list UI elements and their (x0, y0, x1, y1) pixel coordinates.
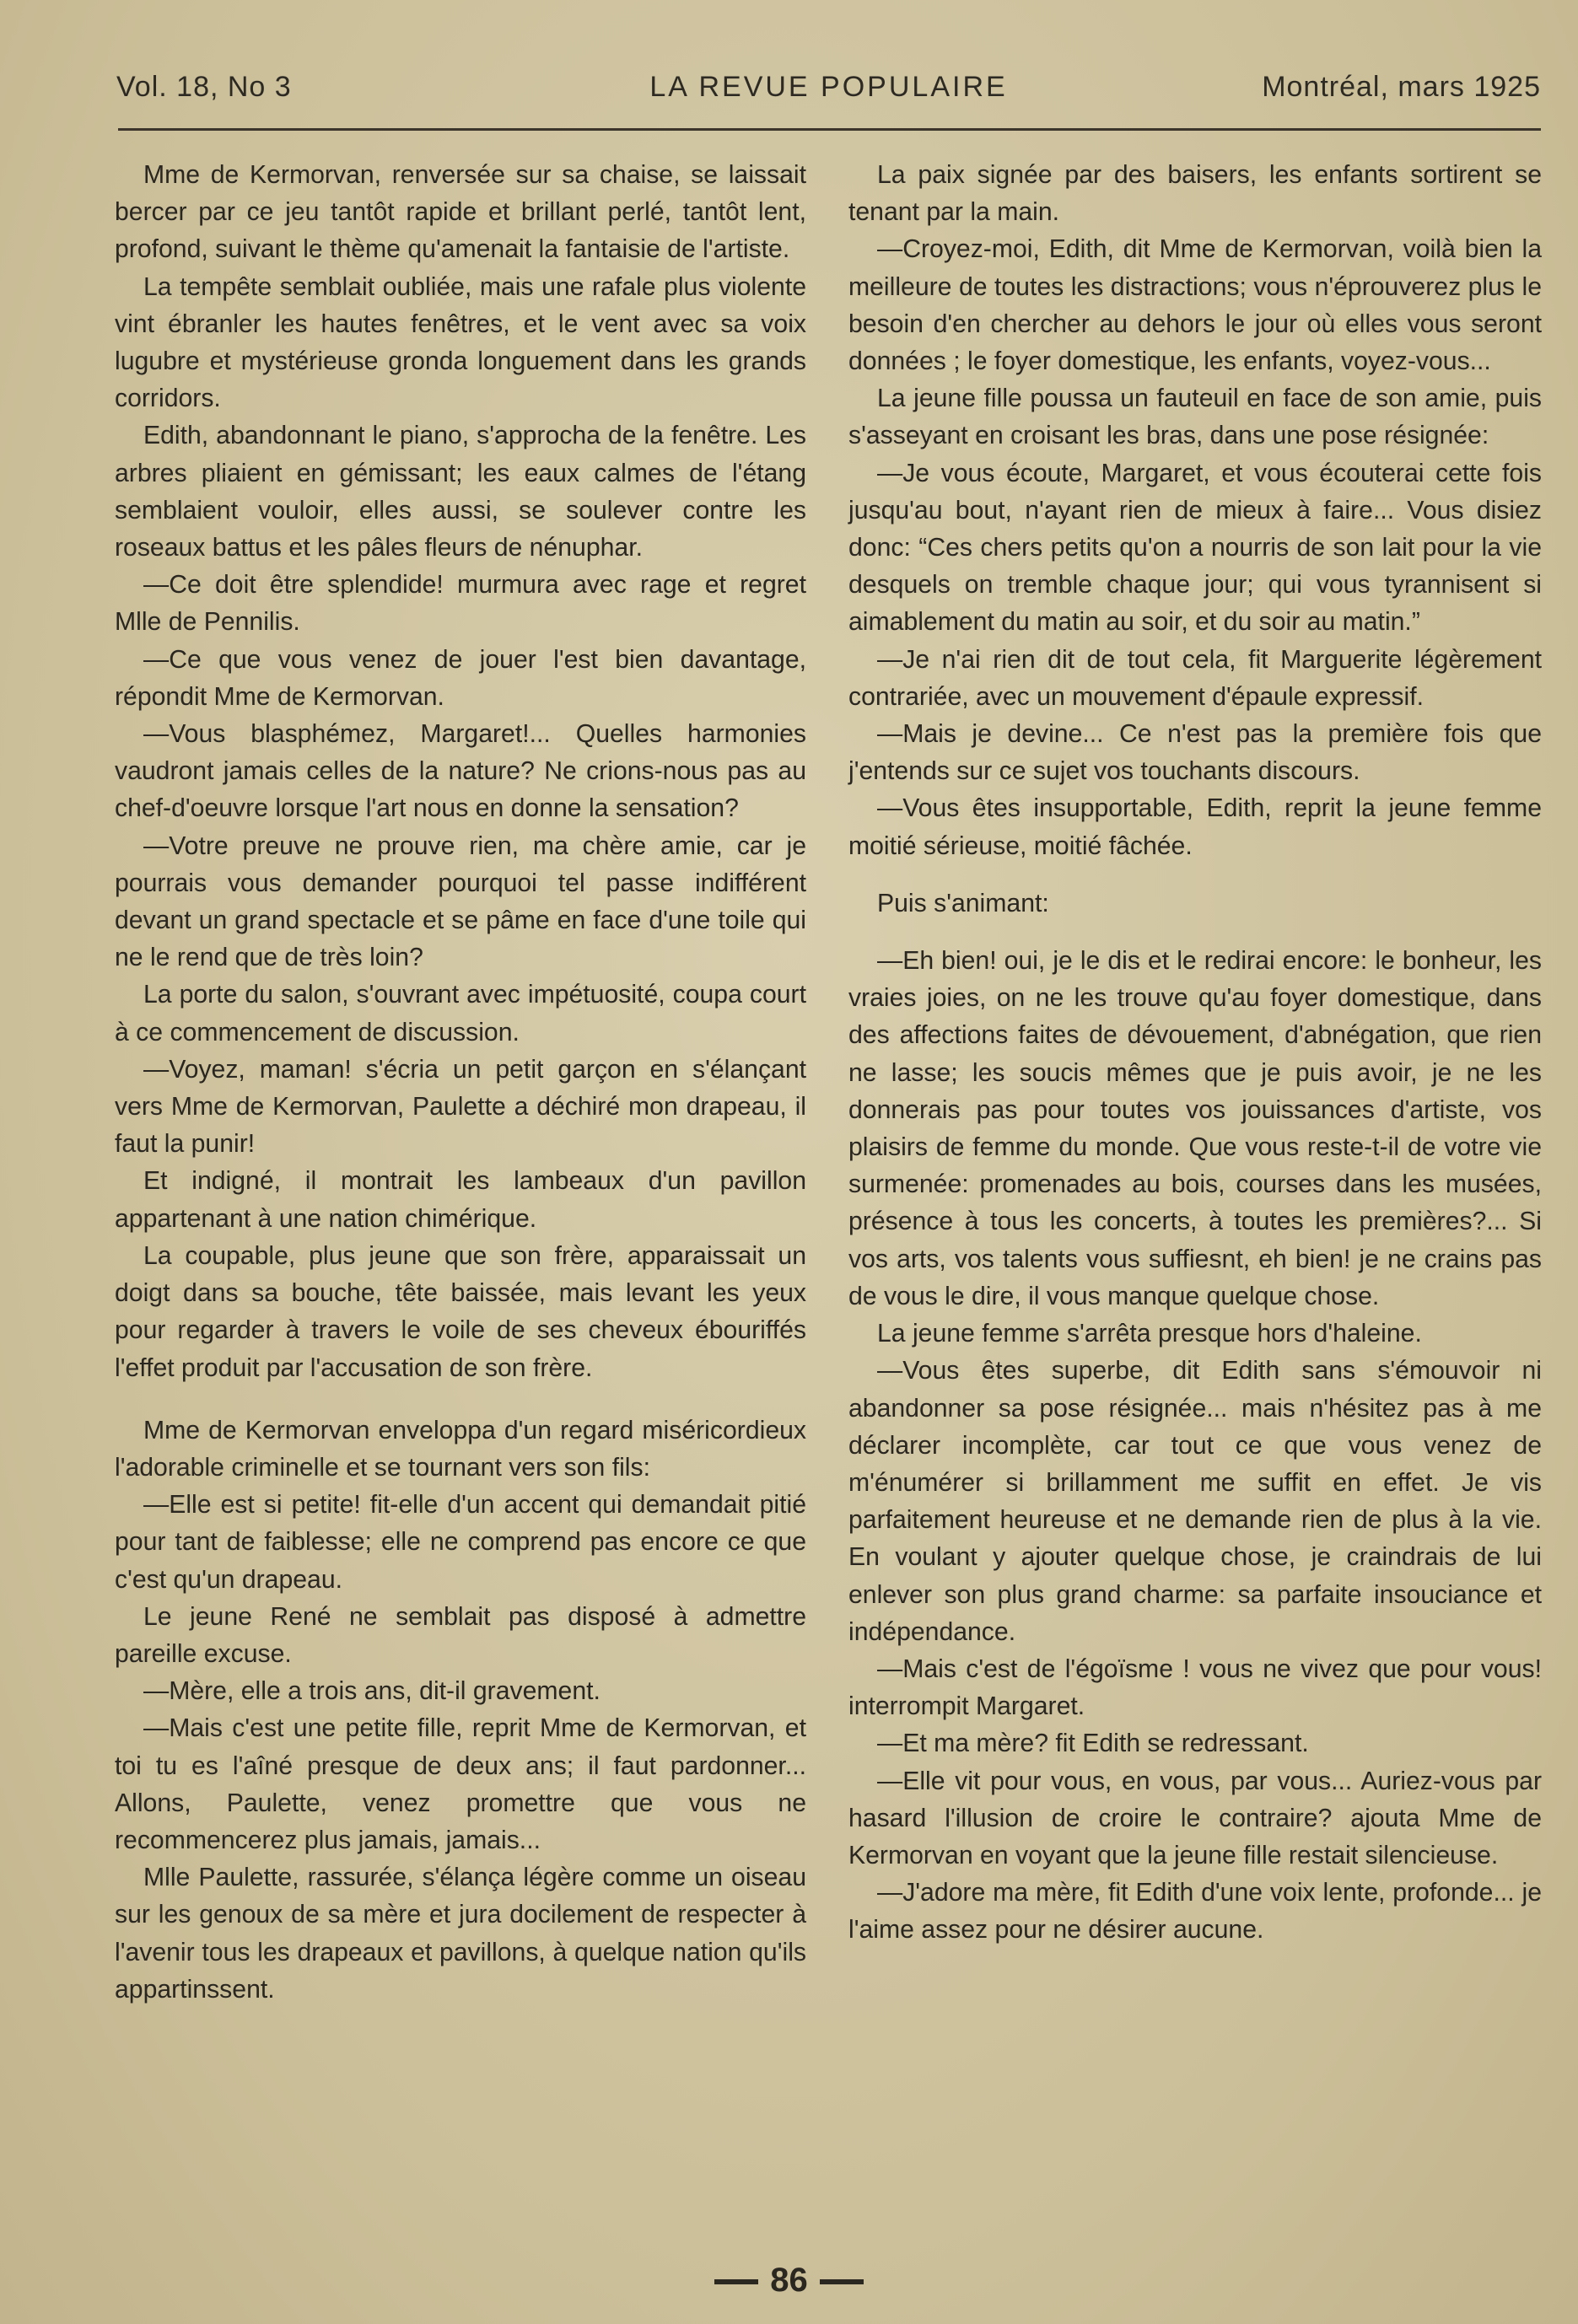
paragraph: —Et ma mère? fit Edith se redressant. (877, 1730, 1309, 1758)
paragraph: —Ce doit être splendide! murmura avec rage et regret Mlle de Pennilis. (115, 571, 806, 637)
right-column (848, 157, 1542, 1950)
header-rule (118, 128, 1541, 131)
paragraph: La jeune femme s'arrêta presque hors d'haleine. (877, 1320, 1422, 1348)
paragraph: Mlle Paulette, rassurée, s'élança légère comme un oiseau sur les genoux de sa mère et jura docilement de respecter à l'avenir tous les drapeaux et pavillons, à quelque nation qu'ils appartinssent. (115, 1864, 806, 2004)
paragraph: —Vous êtes superbe, dit Edith sans s'émouvoir ni abandonner sa pose résignée... mais n'hésitez pas à me déclarer incomplète, car tout ce que vous venez de m'énumérer si brillamment me suffit en effet. Je vis parfaitement heureuse et ne demande rien de plus à la vie. En voulant y ajouter quelque chose, je craindrais de lui enlever son plus grand charme: sa parfaite insouciance et indépendance. (848, 1357, 1542, 1646)
paragraph: —Mais je devine... Ce n'est pas la première fois que j'entends sur ce sujet vos touchants discours. (848, 720, 1542, 786)
paragraph: —Mère, elle a trois ans, dit-il gravement. (143, 1677, 601, 1706)
paragraph: La tempête semblait oubliée, mais une rafale plus violente vint ébranler les hautes fenêtres, et le vent avec sa voix lugubre et mystérieuse gronda longuement dans les grands corridors. (115, 272, 806, 413)
page-footer (0, 2262, 1578, 2300)
paragraph: Mme de Kermorvan enveloppa d'un regard miséricordieux l'adorable criminelle et se tournant vers son fils: (115, 1416, 806, 1482)
paragraph: —J'adore ma mère, fit Edith d'une voix lente, profonde... je l'aime assez pour ne désirer aucune. (848, 1879, 1542, 1945)
paragraph: —Vous blasphémez, Margaret!... Quelles harmonies vaudront jamais celles de la nature? Ne crions-nous pas au chef-d'oeuvre lorsque l'art nous en donne la sensation? (115, 720, 806, 823)
volume-number: Vol. 18, No 3 (116, 71, 292, 103)
publication-title: LA REVUE POPULAIRE (649, 71, 1008, 103)
paragraph: —Elle est si petite! fit-elle d'un accent qui demandait pitié pour tant de faiblesse; elle ne comprend pas encore ce que c'est qu'un drapeau. (115, 1491, 806, 1594)
issue-date: Montréal, mars 1925 (1262, 71, 1541, 103)
paragraph: —Ce que vous venez de jouer l'est bien davantage, répondit Mme de Kermorvan. (115, 645, 806, 711)
footer-dash-right (820, 2279, 864, 2284)
paragraph: La coupable, plus jeune que son frère, apparaissait un doigt dans sa bouche, tête baissée, mais levant les yeux pour regarder à travers le voile de ses cheveux ébouriffés l'effet produit par l'accusation de son frère. (115, 1241, 806, 1382)
paragraph: —Je vous écoute, Margaret, et vous écouterai cette fois jusqu'au bout, n'ayant rien de mieux à faire... Vous disiez donc: “Ces chers petits qu'on a nourris de son lait pour la vie desquels on tremble chaque jour; qui vous tyrannisent si aimablement du matin au soir, et du soir au matin.” (848, 459, 1542, 637)
paragraph: —Mais c'est une petite fille, reprit Mme de Kermorvan, et toi tu es l'aîné presque de deux ans; il faut pardonner... Allons, Paulette, venez promettre que vous ne recommencerez plus jamais, jamais... (115, 1714, 806, 1854)
paragraph: —Votre preuve ne prouve rien, ma chère amie, car je pourrais vous demander pourquoi tel passe indifférent devant un grand spectacle et se pâme en face d'une toile qui ne le rend que de très loin? (115, 831, 806, 972)
paragraph: Le jeune René ne semblait pas disposé à admettre pareille excuse. (115, 1602, 806, 1668)
paragraph: —Vous êtes insupportable, Edith, reprit la jeune femme moitié sérieuse, moitié fâchée. (848, 794, 1542, 860)
paragraph: —Je n'ai rien dit de tout cela, fit Marguerite légèrement contrariée, avec un mouvement d'épaule expressif. (848, 645, 1542, 711)
paragraph: La jeune fille poussa un fauteuil en face de son amie, puis s'asseyant en croisant les bras, dans une pose résignée: (848, 385, 1542, 450)
paragraph: La porte du salon, s'ouvrant avec impétuosité, coupa court à ce commencement de discussion. (115, 981, 806, 1046)
paragraph: La paix signée par des baisers, les enfants sortirent se tenant par la main. (848, 161, 1542, 227)
paragraph: —Eh bien! oui, je le dis et le redirai encore: le bonheur, les vraies joies, on ne les trouve qu'au foyer domestique, dans des affections faites de dévouement, d'abnégation, que rien ne lasse; les soucis mêmes que je puis avoir, je ne les donnerais pas pour toutes vos jouissances d'artiste, vos plaisirs de femme du monde. Que vous reste-t-il de votre vie surmenée: promenades au bois, courses dans les musées, présence à tous les concerts, à toutes les premières?... Si vos arts, vos talents vous suffiesnt, eh bien! je ne crains pas de vous le dire, il vous manque quelque chose. (848, 947, 1542, 1310)
paragraph: —Elle vit pour vous, en vous, par vous... Auriez-vous par hasard l'illusion de croire le contraire? ajouta Mme de Kermorvan en voyant que la jeune fille restait silencieuse. (848, 1767, 1542, 1869)
paragraph: —Croyez-moi, Edith, dit Mme de Kermorvan, voilà bien la meilleure de toutes les distractions; vous n'éprouverez plus le besoin d'en chercher au dehors le jour où elles vous seront données ; le foyer domestique, les enfants, voyez-vous... (848, 235, 1542, 376)
paragraph: Edith, abandonnant le piano, s'approcha de la fenêtre. Les arbres pliaient en gémissant; les eaux calmes de l'étang semblaient vouloir, elles aussi, se soulever contre les roseaux battus et les pâles fleurs de nénuphar. (115, 422, 806, 562)
left-column (115, 157, 806, 2009)
paragraph: —Mais c'est de l'égoïsme ! vous ne vivez que pour vous! interrompit Margaret. (848, 1654, 1542, 1721)
page-header (116, 71, 1541, 121)
page-number: 86 (770, 2262, 808, 2299)
paragraph: —Voyez, maman! s'écria un petit garçon en s'élançant vers Mme de Kermorvan, Paulette a déchiré mon drapeau, il faut la punir! (115, 1055, 806, 1159)
paragraph: Puis s'animant: (877, 889, 1049, 917)
paragraph: Mme de Kermorvan, renversée sur sa chaise, se laissait bercer par ce jeu tantôt rapide et brillant perlé, tantôt lent, profond, suivant le thème qu'amenait la fantaisie de l'artiste. (115, 161, 806, 264)
footer-dash-left (714, 2279, 758, 2284)
paragraph: Et indigné, il montrait les lambeaux d'un pavillon appartenant à une nation chimérique. (115, 1167, 806, 1233)
